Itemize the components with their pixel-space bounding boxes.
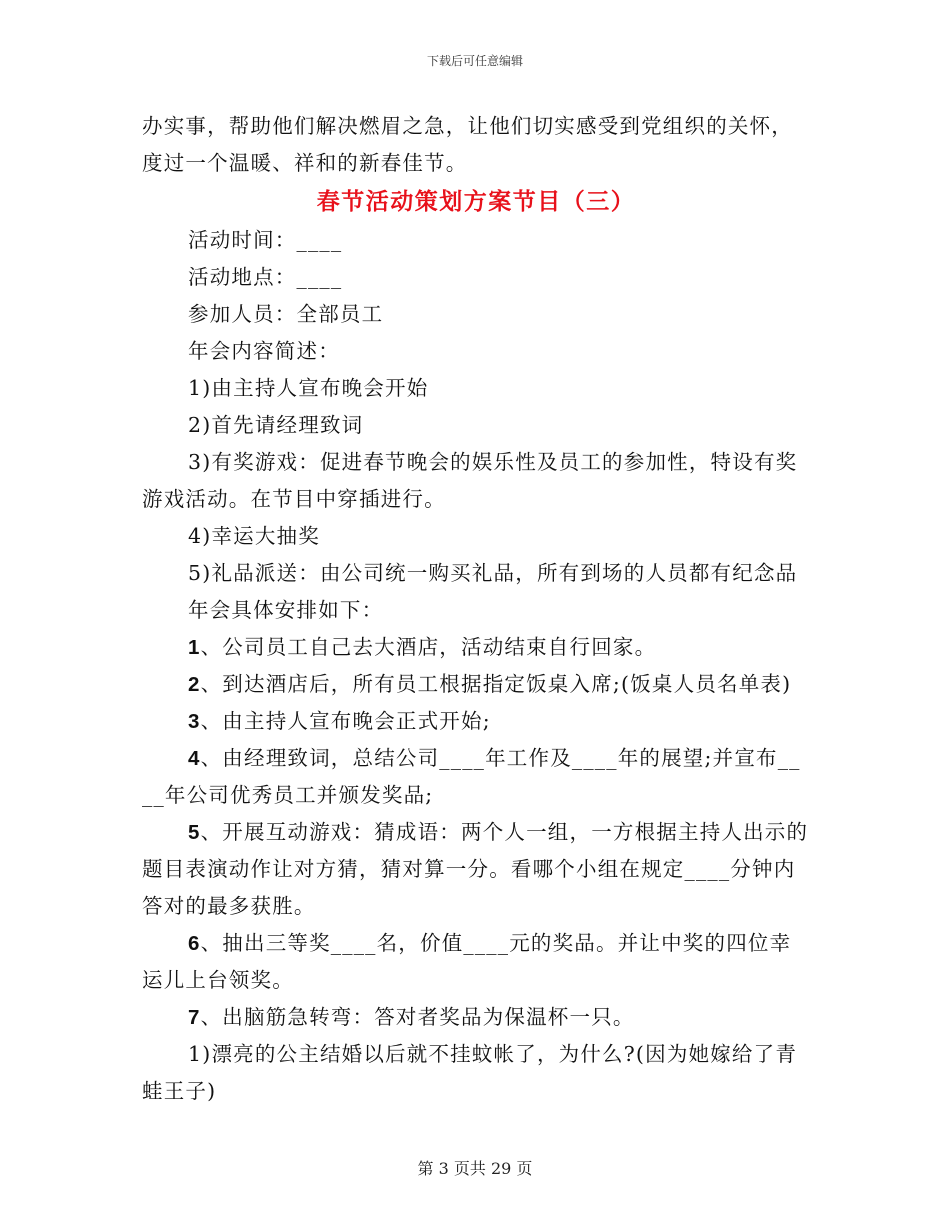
activity-place: 活动地点：____ [188, 265, 343, 289]
summary-item-5: 5)礼品派送：由公司统一购买礼品，所有到场的人员都有纪念品 [188, 561, 798, 585]
intro-line-2: 度过一个温暖、祥和的新春佳节。 [142, 151, 468, 175]
schedule-item-6 [142, 925, 810, 999]
schedule-item-text: 、公司员工自己去大酒店，活动结束自行回家。 [200, 635, 657, 659]
summary-heading: 年会内容简述： [188, 339, 340, 363]
schedule-item-3 [142, 703, 810, 740]
schedule-item-number: 4 [188, 747, 201, 770]
schedule-item-2 [142, 666, 810, 703]
schedule-item-7 [142, 999, 810, 1036]
schedule-item-number: 6 [188, 932, 201, 955]
activity-time: 活动时间：____ [188, 228, 343, 252]
summary-item-2: 2)首先请经理致词 [188, 413, 364, 437]
schedule-item-number: 1 [188, 636, 201, 659]
schedule-item-text: 、开展互动游戏：猜成语：两个人一组，一方根据主持人出示的题目表演动作让对方猜，猜对算一分。看哪个小组在规定____分钟内答对的最多获胜。 [142, 820, 809, 918]
schedule-item-1 [142, 629, 810, 666]
page-header: 下载后可任意编辑 [426, 54, 523, 68]
schedule-item-4 [142, 740, 810, 814]
page-footer: 第 3 页共 29 页 [417, 1159, 533, 1178]
summary-item-4: 4)幸运大抽奖 [188, 524, 320, 548]
riddle-1: 1)漂亮的公主结婚以后就不挂蚊帐了，为什么?(因为她嫁给了青蛙王子) [142, 1042, 798, 1103]
schedule-item-number: 5 [188, 821, 201, 844]
schedule-item-5 [142, 814, 810, 925]
schedule-item-text: 、抽出三等奖____名，价值____元的奖品。并让中奖的四位幸运儿上台领奖。 [142, 931, 792, 992]
document-body [142, 108, 810, 1110]
schedule-item-number: 3 [188, 710, 201, 733]
schedule-item-number: 7 [188, 1006, 201, 1029]
section-title: 春节活动策划方案节目（三） [316, 188, 636, 215]
participants: 参加人员：全部员工 [188, 302, 384, 326]
schedule-item-text: 、到达酒店后，所有员工根据指定饭桌入席;(饭桌人员名单表) [200, 672, 792, 696]
schedule-item-number: 2 [188, 673, 201, 696]
schedule-heading: 年会具体安排如下： [188, 598, 384, 622]
summary-item-3: 3)有奖游戏：促进春节晚会的娱乐性及员工的参加性，特设有奖游戏活动。在节目中穿插进行。 [142, 450, 798, 511]
schedule-item-text: 、出脑筋急转弯：答对者奖品为保温杯一只。 [200, 1005, 635, 1029]
intro-line-1: 办实事，帮助他们解决燃眉之急，让他们切实感受到党组织的关怀， [142, 114, 793, 138]
schedule-item-text: 、由经理致词，总结公司____年工作及____年的展望;并宣布____年公司优秀员工并颁发奖品; [142, 746, 801, 807]
schedule-item-text: 、由主持人宣布晚会正式开始; [200, 709, 491, 733]
summary-item-1: 1)由主持人宣布晚会开始 [188, 376, 429, 400]
